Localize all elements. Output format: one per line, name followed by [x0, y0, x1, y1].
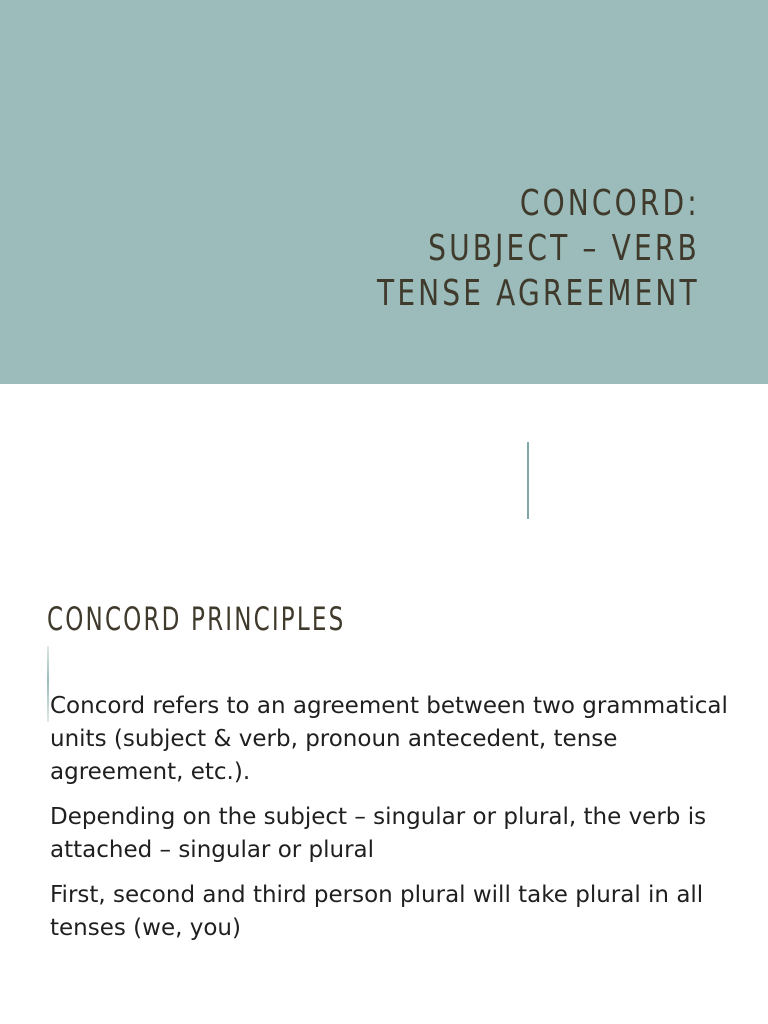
title-line-concord: CONCORD: — [520, 183, 700, 224]
title-line-tense-agreement: TENSE AGREEMENT — [377, 273, 700, 314]
body-copy — [50, 690, 745, 957]
paragraph-plural-persons: First, second and third person plural will take plural in all tenses (we, you) — [50, 882, 704, 941]
heading-accent-rule — [47, 646, 49, 722]
slide-title — [286, 181, 700, 316]
title-line-subject-verb: SUBJECT – VERB — [428, 228, 700, 269]
decorative-vertical-divider — [527, 442, 529, 519]
paragraph-concord-definition: Concord refers to an agreement between two grammatical units (subject & verb, pronoun antecedent, tense agreement, etc.). — [50, 693, 728, 785]
section-heading: CONCORD PRINCIPLES — [47, 600, 346, 638]
paragraph-subject-verb-number: Depending on the subject – singular or plural, the verb is attached – singular or plural — [50, 804, 707, 863]
title-slide — [0, 0, 768, 384]
